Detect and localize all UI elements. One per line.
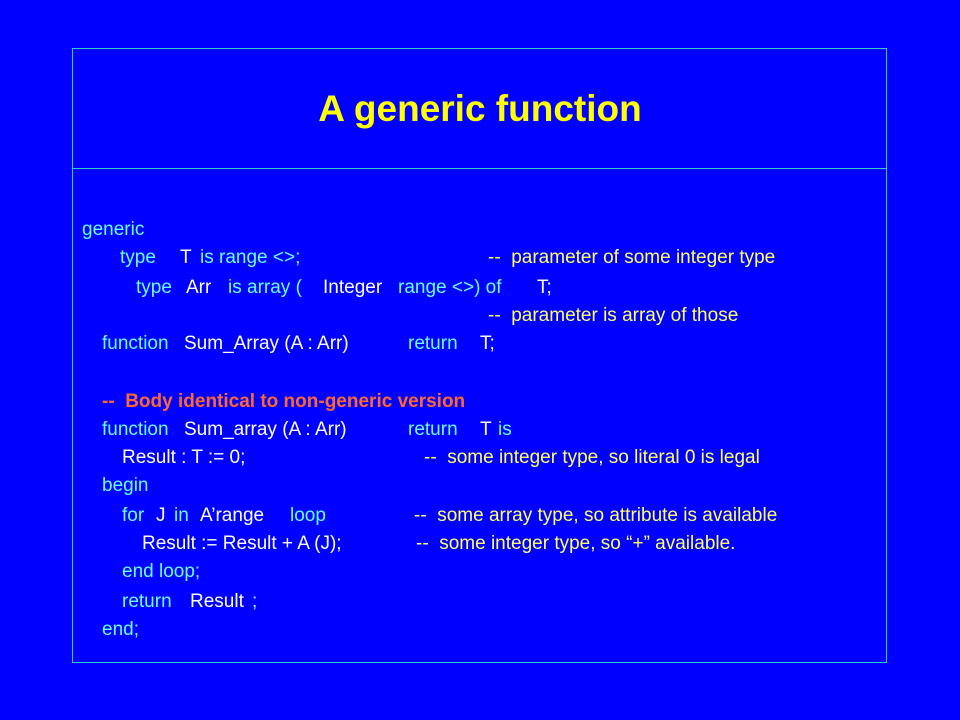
code-token: range <>) of	[398, 277, 507, 298]
code-token: in	[174, 505, 195, 526]
code-line	[0, 530, 960, 558]
code-token: ;	[252, 591, 258, 612]
slide-title: A generic function	[318, 88, 642, 129]
code-token: Sum_Array (A : Arr)	[184, 333, 354, 354]
code-token: begin	[102, 475, 149, 496]
code-comment: -- parameter of some integer type	[488, 247, 776, 268]
code-token: Integer	[323, 277, 388, 298]
code-line	[0, 302, 960, 330]
code-token: function	[102, 333, 174, 354]
code-token: is	[498, 419, 512, 440]
code-token: type	[136, 277, 178, 298]
code-token: A’range	[200, 505, 270, 526]
code-line	[0, 274, 960, 302]
code-token: Result	[190, 591, 244, 612]
code-token: type	[120, 247, 167, 268]
code-token: generic	[82, 219, 145, 240]
code-token: Sum_array (A : Arr)	[184, 419, 352, 440]
code-line	[0, 330, 960, 358]
code-line-blank	[0, 358, 960, 386]
code-token: T;	[480, 333, 495, 354]
code-token: is array (	[228, 277, 302, 298]
code-token: return	[408, 333, 463, 354]
code-token: end loop;	[122, 561, 201, 582]
code-line	[0, 502, 960, 530]
code-line	[0, 558, 960, 586]
code-token: for	[122, 505, 150, 526]
code-line	[0, 416, 960, 444]
code-token: loop	[290, 505, 326, 526]
code-token: Result : T := 0;	[122, 447, 246, 468]
code-token: function	[102, 419, 174, 440]
code-token: T;	[537, 277, 552, 298]
code-block	[0, 216, 960, 656]
code-comment: -- parameter is array of those	[488, 305, 739, 326]
code-token: return	[408, 419, 463, 440]
code-line	[0, 388, 960, 416]
code-line	[0, 616, 960, 644]
code-token: T	[180, 247, 197, 268]
code-token: return	[122, 591, 177, 612]
code-comment-highlight: -- Body identical to non-generic version	[102, 391, 466, 412]
code-line	[0, 244, 960, 272]
code-token: J	[156, 505, 171, 526]
code-token: end;	[102, 619, 139, 640]
code-line	[0, 588, 960, 616]
code-line	[0, 216, 960, 244]
code-token: Result := Result + A (J);	[142, 533, 342, 554]
code-line	[0, 472, 960, 500]
code-comment: -- some integer type, so “+” available.	[416, 533, 736, 554]
code-comment: -- some array type, so attribute is available	[414, 505, 778, 526]
code-comment: -- some integer type, so literal 0 is legal	[424, 447, 760, 468]
code-line	[0, 444, 960, 472]
code-token: Arr	[186, 277, 217, 298]
code-token: T	[480, 419, 497, 440]
code-token: is range <>;	[200, 247, 301, 268]
title-divider	[72, 168, 887, 169]
